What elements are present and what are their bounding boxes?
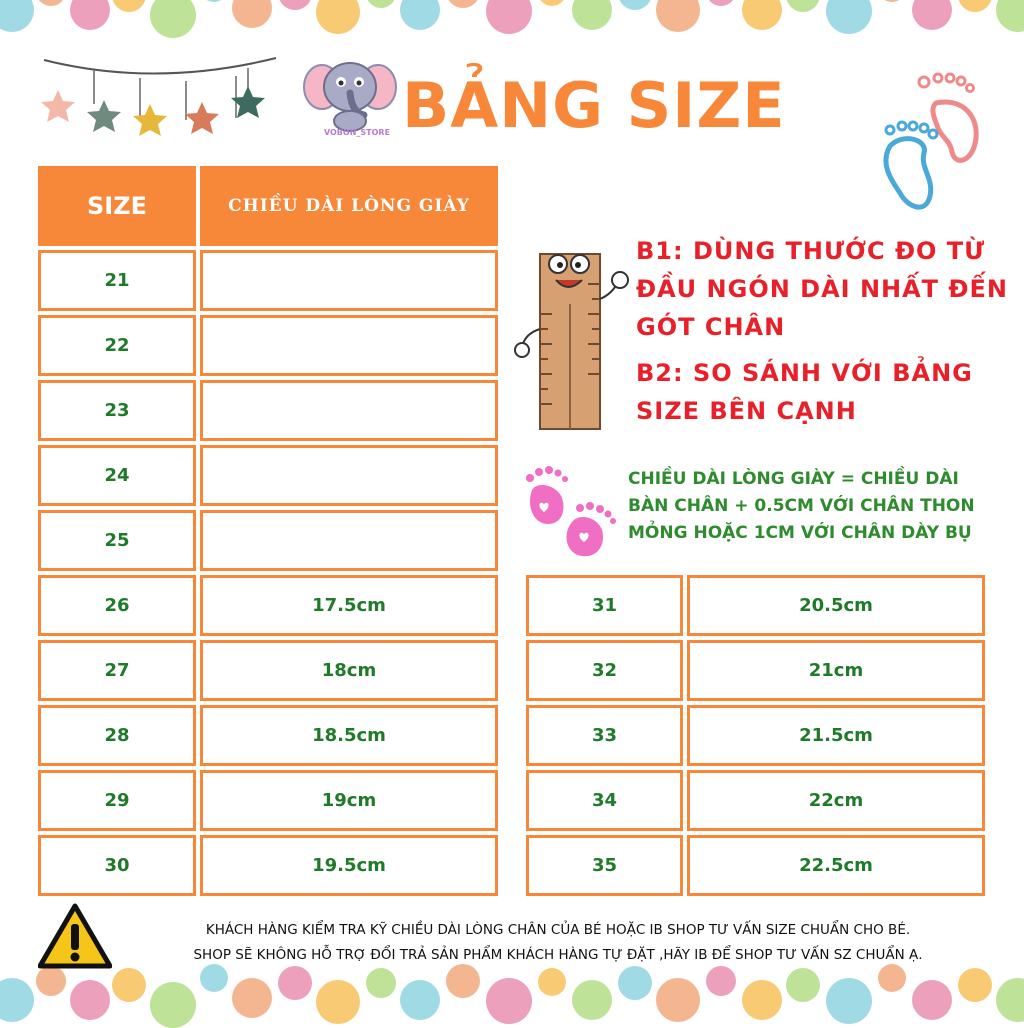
bubble-decoration (366, 968, 396, 998)
bubble-decoration (742, 980, 782, 1020)
length-cell: 18.5cm (200, 705, 498, 766)
size-cell: 26 (38, 575, 196, 636)
length-cell (200, 510, 498, 571)
bubble-decoration (36, 966, 66, 996)
bubble-decoration (112, 968, 146, 1002)
bubble-decoration (36, 0, 66, 6)
bubble-decoration (826, 0, 872, 34)
instruction-b1-line3: GÓT CHÂN (636, 313, 786, 341)
note-line1: CHIỀU DÀI LÒNG GIÀY = CHIỀU DÀI (628, 469, 959, 489)
size-cell: 29 (38, 770, 196, 831)
footer-line2: SHOP SẼ KHÔNG HỖ TRỢ ĐỔI TRẢ SẢN PHẨM KHÁCH HÀNG TỰ ĐẶT ,HÃY IB ĐỂ SHOP TƯ VẤN SZ CHUẨN Ạ. (193, 947, 923, 963)
bubble-decoration (0, 0, 34, 32)
bubble-decoration (958, 0, 992, 12)
bubble-decoration (826, 978, 872, 1024)
bubble-decoration (232, 0, 272, 28)
bubble-decoration (912, 0, 952, 30)
bubble-decoration (70, 0, 110, 30)
length-cell (200, 315, 498, 376)
ruler-mascot-icon (510, 234, 635, 434)
page-title: BẢNG SIZE (402, 69, 786, 142)
size-cell: 30 (38, 835, 196, 896)
footer-notice (118, 918, 998, 968)
pink-baby-feet-icon (522, 462, 617, 562)
size-cell: 27 (38, 640, 196, 701)
bubble-decoration (996, 0, 1024, 32)
size-cell: 35 (526, 835, 683, 896)
bubble-decoration (878, 964, 906, 992)
warning-icon (38, 902, 112, 970)
note-line2: BÀN CHÂN + 0.5CM VỚI CHÂN THON (628, 496, 975, 516)
bubble-decoration (618, 966, 652, 1000)
hanging-stars-icon (36, 48, 281, 148)
bubble-decoration (150, 0, 196, 38)
bubble-decoration (316, 0, 360, 34)
bubble-decoration (112, 0, 146, 12)
bubble-decoration (878, 0, 906, 2)
size-cell: 32 (526, 640, 683, 701)
bubble-decoration (400, 980, 440, 1020)
size-cell: 21 (38, 250, 196, 311)
bubble-decoration (656, 0, 700, 32)
bubble-decoration (0, 978, 34, 1022)
size-cell: 22 (38, 315, 196, 376)
length-cell: 21cm (687, 640, 985, 701)
bubble-decoration (446, 0, 480, 8)
length-cell: 22.5cm (687, 835, 985, 896)
size-cell: 24 (38, 445, 196, 506)
instruction-b1-line1: B1: DÙNG THƯỚC ĐO TỪ (636, 237, 986, 265)
instruction-b2-line2: SIZE BÊN CẠNH (636, 397, 857, 425)
bubble-decoration (278, 0, 312, 10)
length-cell: 22cm (687, 770, 985, 831)
bubble-decoration (486, 978, 532, 1024)
bubble-decoration (400, 0, 440, 30)
bubble-decoration (200, 964, 228, 992)
bubble-decoration (200, 0, 228, 2)
length-cell (200, 250, 498, 311)
bubble-decoration (486, 0, 532, 34)
length-cell: 21.5cm (687, 705, 985, 766)
size-cell: 28 (38, 705, 196, 766)
bubble-decoration (786, 0, 820, 12)
bubble-decoration (150, 982, 196, 1028)
bubble-decoration (958, 968, 992, 1002)
bubble-decoration (742, 0, 782, 30)
elephant-mascot-icon (300, 55, 400, 133)
bubble-decoration (706, 966, 736, 996)
size-cell: 33 (526, 705, 683, 766)
length-cell: 19.5cm (200, 835, 498, 896)
bubble-decoration (572, 980, 612, 1020)
bubble-decoration (366, 0, 396, 8)
length-cell: 20.5cm (687, 575, 985, 636)
bubble-decoration (232, 978, 272, 1018)
bubble-decoration (278, 966, 312, 1000)
bubble-decoration (538, 968, 566, 996)
note-line3: MỎNG HOẶC 1CM VỚI CHÂN DÀY BỤ (628, 523, 972, 543)
measurement-note (628, 466, 975, 547)
length-cell (200, 380, 498, 441)
bubble-decoration (446, 964, 480, 998)
bubble-decoration (996, 978, 1024, 1022)
bubble-decoration (706, 0, 736, 6)
length-cell: 19cm (200, 770, 498, 831)
size-cell: 23 (38, 380, 196, 441)
footer-line1: KHÁCH HÀNG KIỂM TRA KỸ CHIỀU DÀI LÒNG CHÂN CỦA BÉ HOẶC IB SHOP TƯ VẤN SIZE CHUẨN CHO BÉ. (205, 922, 911, 938)
bubble-decoration (912, 980, 952, 1020)
instruction-b2-line1: B2: SO SÁNH VỚI BẢNG (636, 359, 973, 387)
instruction-b1 (636, 232, 1008, 346)
bubble-decoration (618, 0, 652, 10)
header-length: CHIỀU DÀI LÒNG GIÀY (200, 166, 498, 246)
baby-feet-icon (880, 68, 985, 218)
bubble-decoration (70, 980, 110, 1020)
size-cell: 25 (38, 510, 196, 571)
store-label: VOBON_STORE (323, 128, 391, 137)
size-cell: 34 (526, 770, 683, 831)
instruction-b1-line2: ĐẦU NGÓN DÀI NHẤT ĐẾN (636, 275, 1008, 303)
bubble-decoration (786, 968, 820, 1002)
bubble-decoration (316, 980, 360, 1024)
length-cell: 17.5cm (200, 575, 498, 636)
instruction-b2 (636, 354, 973, 430)
length-cell (200, 445, 498, 506)
bubble-decoration (538, 0, 566, 6)
length-cell: 18cm (200, 640, 498, 701)
size-cell: 31 (526, 575, 683, 636)
header-size: SIZE (38, 166, 196, 246)
bubble-decoration (572, 0, 612, 30)
bubble-decoration (656, 978, 700, 1022)
